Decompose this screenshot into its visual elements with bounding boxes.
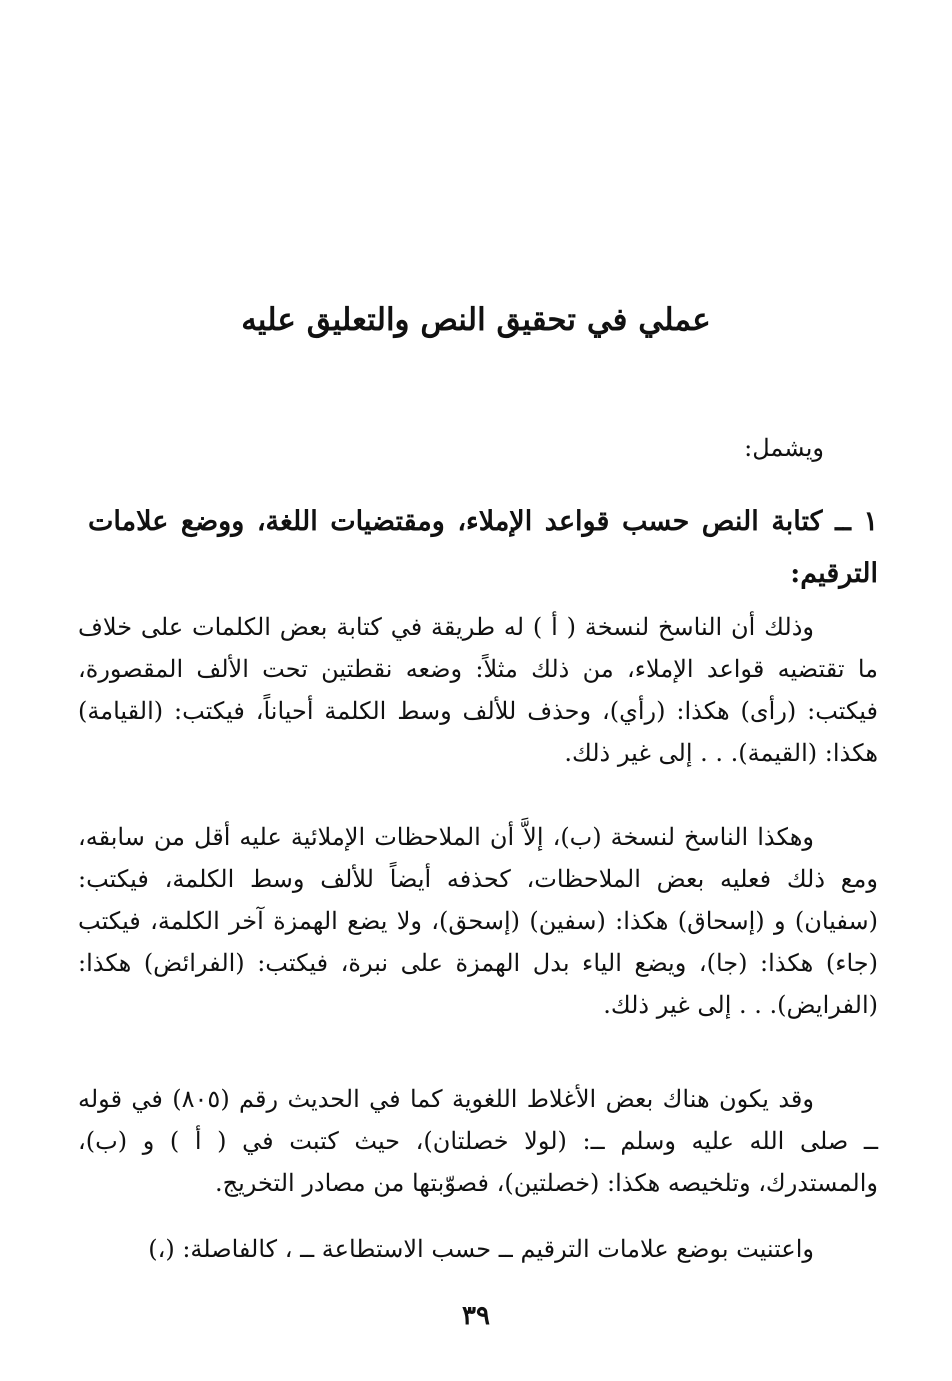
chapter-heading: عملي في تحقيق النص والتعليق عليه (241, 302, 711, 338)
paragraph-3: وقد يكون هناك بعض الأغلاط اللغوية كما في الحديث رقم (٨٠٥) في قوله ــ صلى الله عليه وسلم ــ: (لولا خصلتان)، حيث كتبت في ( أ ) و (ب)، والمستدرك، وتلخيصه هكذا: (خصلتين)، فصوّبتها من مصادر التخريج. (78, 1085, 878, 1197)
intro-text: ويشمل: (744, 434, 824, 462)
numbered-item-1: ١ ــ كتابة النص حسب قواعد الإملاء، ومقتضيات اللغة، ووضع علامات الترقيم: (88, 506, 878, 589)
paragraph-1: وذلك أن الناسخ لنسخة ( أ ) له طريقة في كتابة بعض الكلمات على خلاف ما تقتضيه قواعد الإملاء، من ذلك مثلاً: وضعه نقطتين تحت الألف المقصورة، فيكتب: (رأى) هكذا: (رأي)، وحذف للألف وسط الكلمة أحياناً، فيكتب: (القيامة) هكذا: (القيمة). . . إلى غير ذلك. (78, 613, 878, 767)
page-number: ٣٩ (462, 1301, 490, 1331)
paragraph-2: وهكذا الناسخ لنسخة (ب)، إلاَّ أن الملاحظات الإملائية عليه أقل من سابقه، ومع ذلك فعليه بعض الملاحظات، كحذفه أيضاً للألف وسط الكلمة، فيكتب: (سفيان) و (إسحاق) هكذا: (سفين) (إسحق)، ولا يضع الهمزة آخر الكلمة، فيكتب (جاء) هكذا: (جا)، ويضع الياء بدل الهمزة على نبرة، فيكتب: (الفرائض) هكذا: (الفرايض). . . إلى غير ذلك. (78, 823, 878, 1019)
paragraph-4: واعتنيت بوضع علامات الترقيم ــ حسب الاستطاعة ــ ، كالفاصلة: (،) (148, 1235, 814, 1263)
